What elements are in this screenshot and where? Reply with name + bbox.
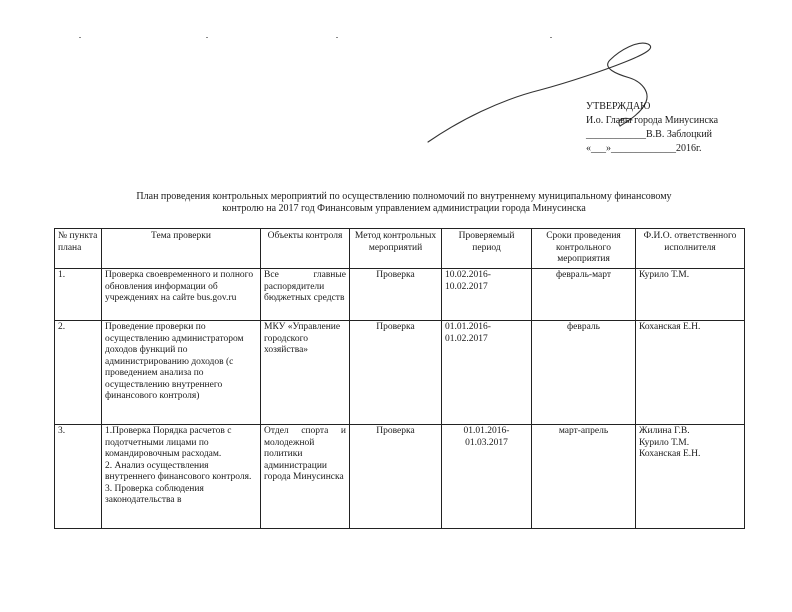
scan-speck: [206, 37, 208, 38]
approval-block: [586, 100, 786, 156]
row-executor: Курило Т.М.: [636, 269, 745, 321]
header-num: № пункта плана: [55, 229, 102, 269]
row-period: 01.01.2016-01.02.2017: [442, 321, 532, 425]
row-topic: Проведение проверки по осуществлению администратором доходов функций по администрированию доходов (с проведением анализа по осуществлению внутреннего финансового контроля): [102, 321, 261, 425]
row-terms: февраль-март: [532, 269, 636, 321]
topic-item: 3. Проверка соблюдения законодательства в: [105, 483, 204, 505]
row-num: 2.: [55, 321, 102, 425]
approval-heading: УТВЕРЖДАЮ: [586, 101, 651, 112]
header-objects: Объекты контроля: [261, 229, 350, 269]
executor-name: Коханская Е.Н.: [639, 449, 701, 459]
document-title: [90, 191, 718, 215]
header-topic: Тема проверки: [102, 229, 261, 269]
row-terms: март-апрель: [532, 425, 636, 529]
row-method: Проверка: [350, 321, 442, 425]
row-period: 01.01.2016-01.03.2017: [442, 425, 532, 529]
row-method: Проверка: [350, 269, 442, 321]
table-row: [55, 425, 745, 529]
topic-item: 2. Анализ осуществления внутреннего финансового контроля.: [105, 460, 252, 482]
executor-name: Курило Т.М.: [639, 437, 690, 448]
scan-speck: [336, 37, 338, 38]
row-objects: Все главные распорядители бюджетных средств: [261, 269, 350, 321]
title-line-2: контролю на 2017 год Финансовым управлением администрации города Минусинска: [222, 203, 586, 214]
row-objects: МКУ «Управление городского хозяйства»: [261, 321, 350, 425]
scan-speck: [79, 37, 81, 38]
header-method: Метод контрольных мероприятий: [350, 229, 442, 269]
table-row: [55, 269, 745, 321]
header-period: Проверяемый период: [442, 229, 532, 269]
topic-item: 1.Проверка Порядка расчетов с подотчетными лицами по командировочным расходам.: [105, 426, 232, 459]
row-period: 10.02.2016-10.02.2017: [442, 269, 532, 321]
row-objects: Отдел спорта и молодежной политики администрации города Минусинска: [261, 425, 350, 529]
row-num: 1.: [55, 269, 102, 321]
row-executor: Коханская Е.Н.: [636, 321, 745, 425]
row-topic: Проверка своевременного и полного обновления информации об учреждениях на сайте bus.gov.ru: [102, 269, 261, 321]
title-line-1: План проведения контрольных мероприятий по осуществлению полномочий по внутреннему муниципальному финансовому: [136, 191, 672, 202]
plan-table: [54, 228, 745, 529]
row-executor: [636, 425, 745, 529]
header-executor: Ф.И.О. ответственного исполнителя: [636, 229, 745, 269]
row-terms: февраль: [532, 321, 636, 425]
row-num: 3.: [55, 425, 102, 529]
row-method: Проверка: [350, 425, 442, 529]
header-terms: Сроки проведения контрольного мероприятия: [532, 229, 636, 269]
approval-position: И.о. Главы города Минусинска: [586, 115, 719, 126]
table-row: [55, 321, 745, 425]
approval-name-line: ____________В.В. Заблоцкий: [586, 129, 713, 140]
executor-name: Жилина Г.В.: [639, 426, 690, 436]
approval-date-line: «___»_____________2016г.: [586, 143, 702, 154]
scan-speck: [550, 37, 552, 38]
row-topic: [102, 425, 261, 529]
